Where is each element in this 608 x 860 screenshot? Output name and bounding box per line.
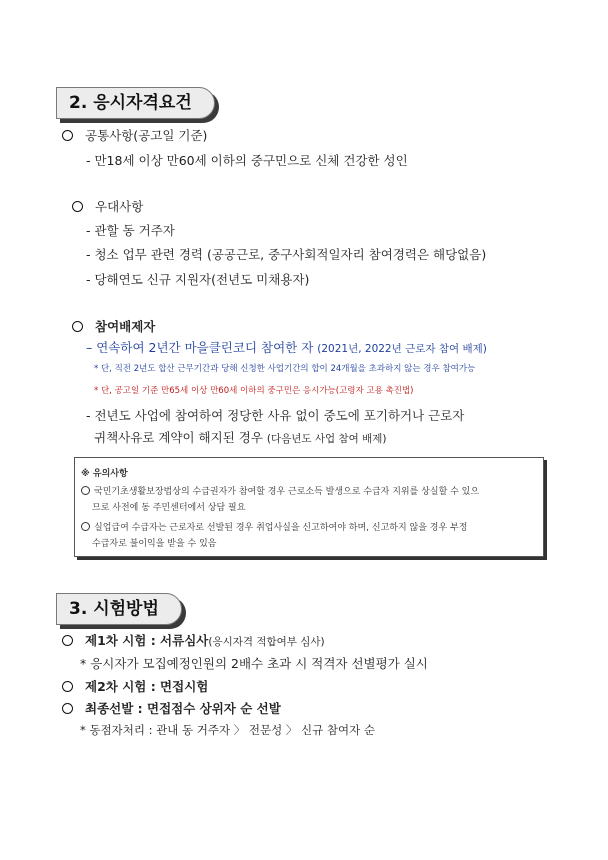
- preferred-item: - 청소 업무 관련 경력 (공공근로, 중구사회적일자리 참여경력은 해당없음): [86, 247, 487, 262]
- section-3-title: 3. 시험방법: [56, 593, 182, 625]
- preferred-item: - 당해연도 신규 지원자(전년도 미채용자): [86, 272, 310, 287]
- exclusion-item-1-paren: (2021년, 2022년 근로자 참여 배제): [317, 343, 487, 355]
- common-heading-text: 공통사항(공고일 기준): [85, 128, 208, 143]
- notice-item-2-line-2: 수급자로 불이익을 받을 수 있음: [92, 539, 217, 549]
- circle-bullet-icon: [62, 635, 73, 646]
- circle-bullet-icon: [62, 703, 73, 714]
- preferred-heading: [72, 197, 143, 215]
- section-2-title: 2. 응시자격요건: [56, 87, 215, 119]
- step-1-label: 제1차 시험 : 서류심사: [85, 633, 209, 648]
- step-1-paren: (응시자격 적합여부 심사): [208, 636, 325, 648]
- step-1-note: * 응시자가 모집예정인원의 2배수 초과 시 적격자 선별평가 실시: [80, 656, 428, 671]
- exclusion-note-1: * 단, 직전 2년도 합산 근무기간과 당해 신청한 사업기간의 합이 24개월을 초과하지 않는 경우 참여가능: [94, 364, 476, 374]
- exclusion-heading-text: 참여배제자: [95, 319, 156, 334]
- exclusion-item-1-main: – 연속하여 2년간 마을클린코디 참여한 자: [86, 340, 318, 355]
- notice-title: ※ 유의사항: [81, 469, 128, 479]
- notice-item-1-line-1: [81, 484, 479, 497]
- notice-box: [74, 457, 544, 557]
- circle-bullet-icon: [62, 681, 73, 692]
- small-circle-bullet-icon: [81, 522, 90, 531]
- circle-bullet-icon: [72, 321, 83, 332]
- step-2: [62, 677, 208, 695]
- exclusion-note-2: * 단, 공고일 기준 만65세 이상 만60세 이하의 중구민은 응시가능(고령자 고용 촉진법): [94, 386, 414, 396]
- common-heading: [62, 126, 207, 144]
- exclusion-item-2-line-2: [94, 428, 387, 446]
- exclusion-item-1: [86, 338, 487, 356]
- final-selection: [62, 699, 281, 717]
- exclusion-item-2-paren: (다음년도 사업 참여 배제): [266, 433, 387, 445]
- preferred-item: - 관할 동 거주자: [86, 223, 175, 238]
- exclusion-item-2-main: 귀책사유로 계약이 해지된 경우: [94, 430, 267, 445]
- notice-item-2-line-1: [81, 520, 467, 533]
- exclusion-item-2-line-1: - 전년도 사업에 참여하여 정당한 사유 없이 중도에 포기하거나 근로자: [86, 408, 465, 423]
- common-item: - 만18세 이상 만60세 이하의 중구민으로 신체 건강한 성인: [86, 153, 408, 168]
- final-selection-text: 최종선발 : 면접점수 상위자 순 선발: [85, 701, 281, 716]
- small-circle-bullet-icon: [81, 486, 90, 495]
- notice-item-1-line-2: 므로 사전에 동 주민센터에서 상담 필요: [92, 503, 246, 513]
- notice-item-2-text: 실업급여 수급자는 근로자로 선발된 경우 취업사실을 신고하여야 하며, 신고하지 않을 경우 부정: [94, 523, 468, 533]
- step-1: [62, 631, 325, 649]
- circle-bullet-icon: [62, 130, 73, 141]
- preferred-heading-text: 우대사항: [95, 199, 144, 214]
- exclusion-heading: [72, 317, 155, 335]
- tie-note: * 동점자처리 : 관내 동 거주자 〉 전문성 〉 신규 참여자 순: [80, 723, 376, 737]
- circle-bullet-icon: [72, 201, 83, 212]
- step-2-text: 제2차 시험 : 면접시험: [85, 679, 209, 694]
- notice-item-1-text: 국민기초생활보장법상의 수급권자가 참여할 경우 근로소득 발생으로 수급자 지위를 상실할 수 있으: [94, 487, 480, 497]
